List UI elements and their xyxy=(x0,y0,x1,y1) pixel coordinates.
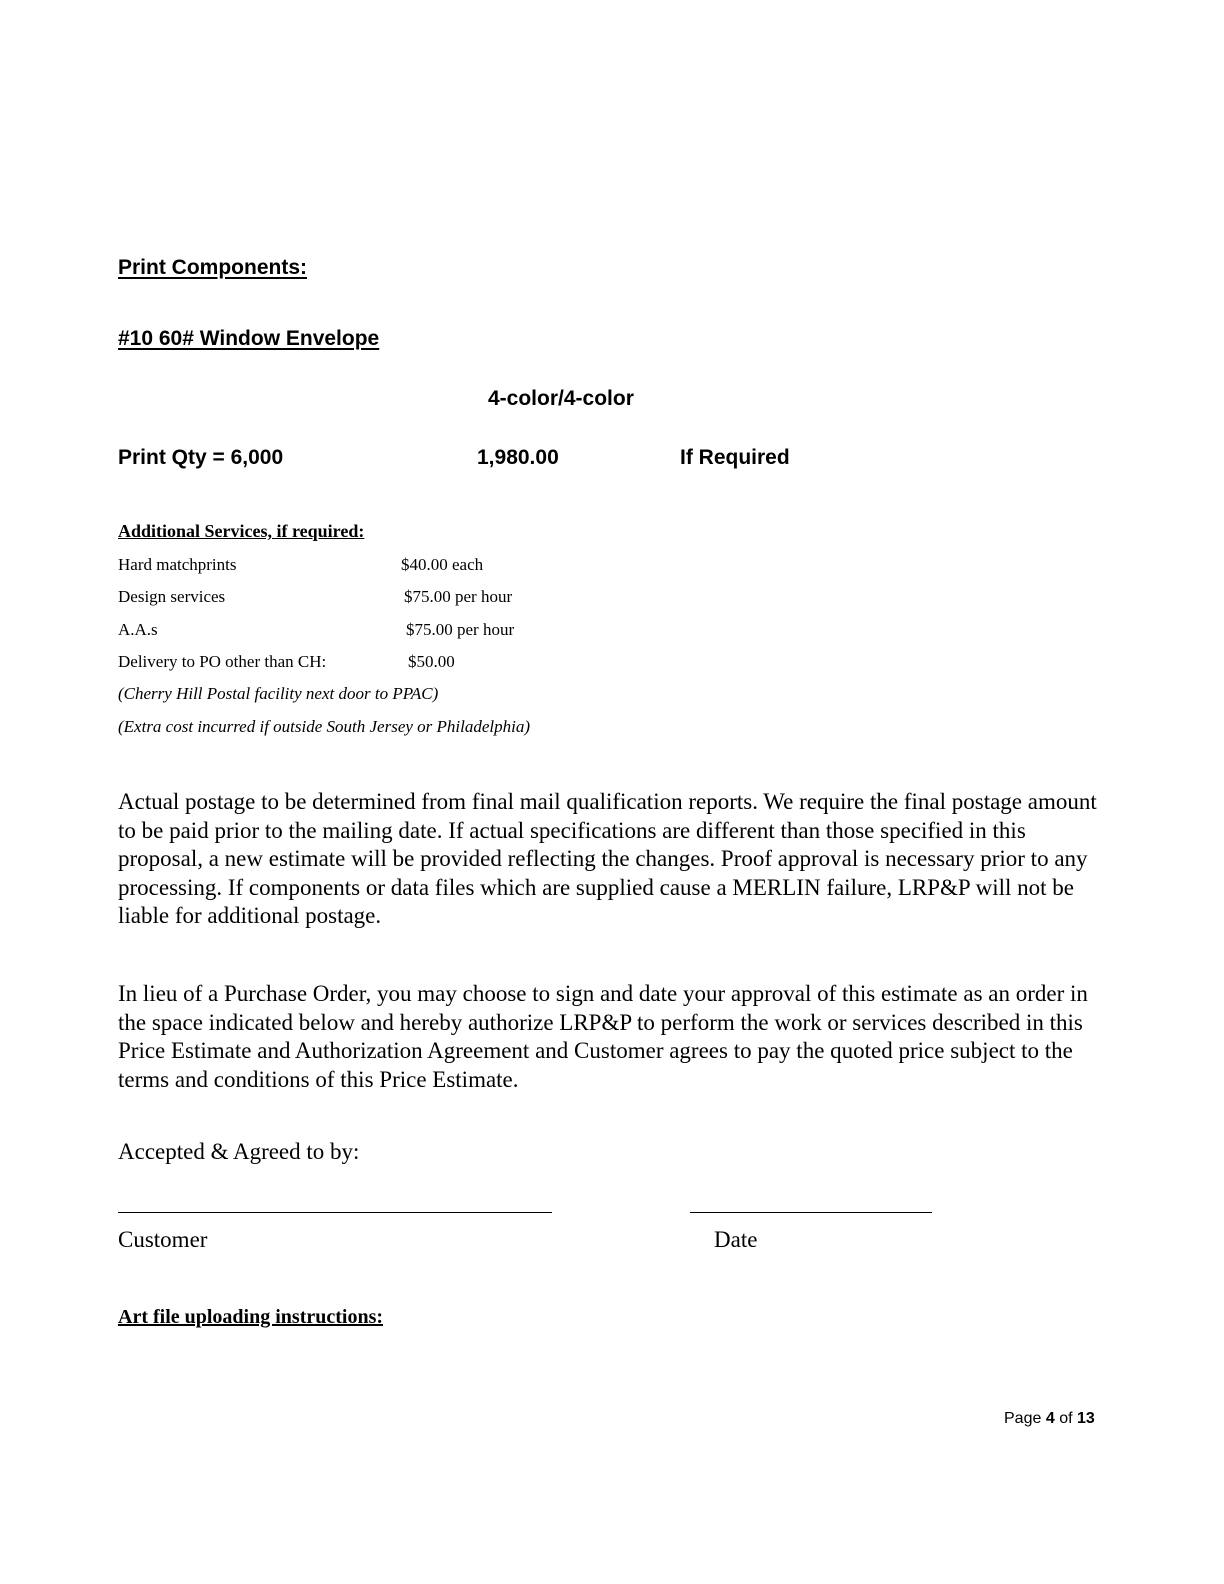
customer-signature-line xyxy=(118,1212,552,1213)
page-total: 13 xyxy=(1076,1410,1095,1427)
print-components-heading: Print Components: xyxy=(118,256,307,279)
service-label: Delivery to PO other than CH: xyxy=(118,652,327,671)
accepted-label: Accepted & Agreed to by: xyxy=(118,1139,360,1164)
authorization-paragraph: In lieu of a Purchase Order, you may choose to sign and date your approval of this estimate as an order in the space indicated below and hereby authorize LRP&P to perform the work or services described in this Price Estimate and Authorization Agreement and Customer agrees to pay the quoted price subject to the terms and conditions of this Price Estimate. xyxy=(118,981,1088,1092)
art-file-heading: Art file uploading instructions: xyxy=(118,1306,384,1328)
service-value: $75.00 per hour xyxy=(406,620,515,639)
service-note: (Extra cost incurred if outside South Jersey or Philadelphia) xyxy=(118,717,531,736)
date-signature-line xyxy=(690,1212,932,1213)
customer-label: Customer xyxy=(118,1227,208,1252)
page-word: Page xyxy=(1004,1410,1042,1427)
service-label: A.A.s xyxy=(118,620,158,639)
service-value: $40.00 each xyxy=(401,555,484,574)
print-qty-label: Print Qty = 6,000 xyxy=(118,446,284,469)
service-label: Hard matchprints xyxy=(118,555,237,574)
additional-services-heading: Additional Services, if required: xyxy=(118,521,365,541)
date-label: Date xyxy=(714,1227,758,1252)
of-word: of xyxy=(1059,1410,1073,1427)
page-footer xyxy=(1004,1410,1095,1428)
color-spec: 4-color/4-color xyxy=(488,387,634,410)
print-price: 1,980.00 xyxy=(477,446,559,469)
service-value: $75.00 per hour xyxy=(404,587,513,606)
print-note: If Required xyxy=(680,446,790,469)
item-title: #10 60# Window Envelope xyxy=(118,327,380,350)
postage-paragraph: Actual postage to be determined from final mail qualification reports. We require the final postage amount to be paid prior to the mailing date. If actual specifications are different than those specified in this proposal, a new estimate will be provided reflecting the changes. Proof approval is necessary prior to any processing. If components or data files which are supplied cause a MERLIN failure, LRP&P will not be liable for additional postage. xyxy=(118,789,1097,928)
service-label: Design services xyxy=(118,587,226,606)
service-note: (Cherry Hill Postal facility next door to PPAC) xyxy=(118,684,439,703)
page-number: 4 xyxy=(1045,1410,1055,1427)
service-value: $50.00 xyxy=(408,652,455,671)
